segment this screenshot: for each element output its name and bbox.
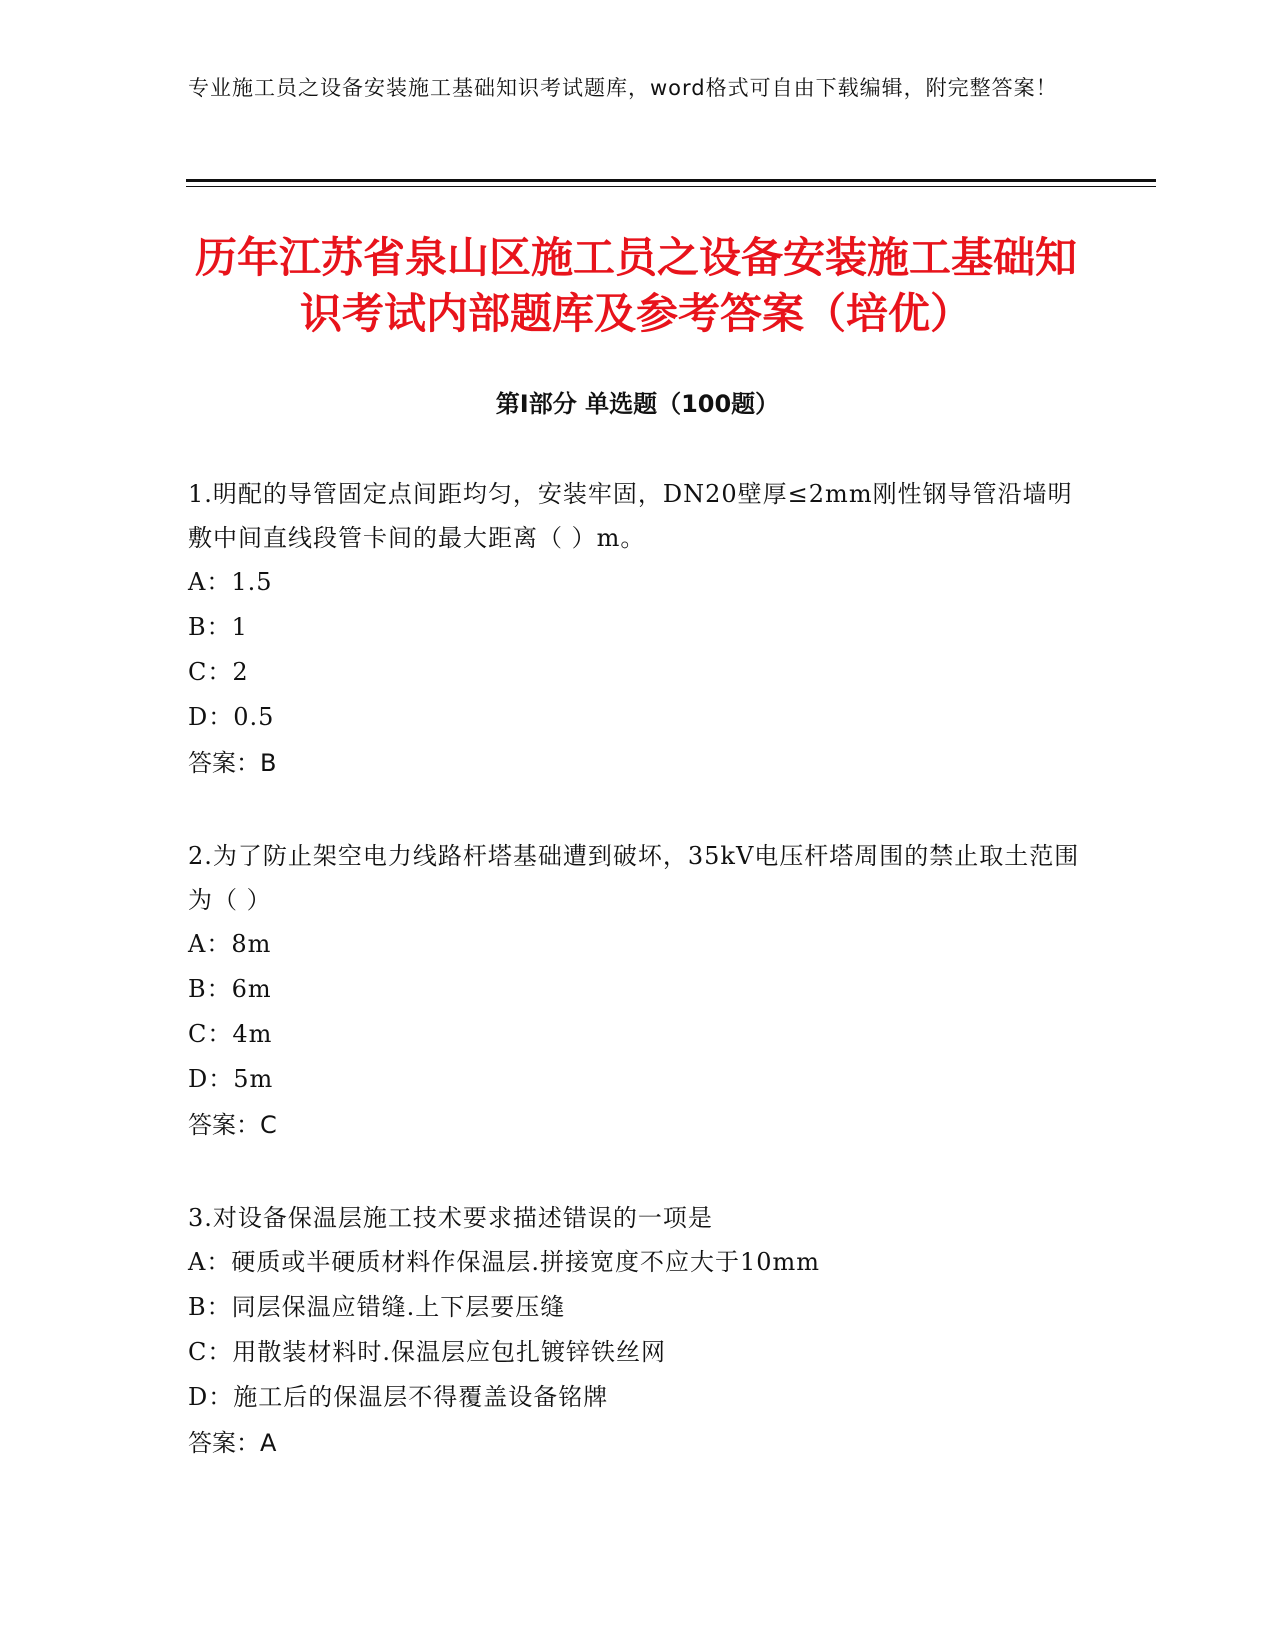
option-a: A：1.5: [188, 568, 273, 596]
option-d: D：5m: [188, 1065, 274, 1093]
answer-line: 答案：B: [188, 749, 277, 777]
option-b: B：1: [188, 613, 248, 641]
option-d: D：0.5: [188, 703, 275, 731]
option-a: A：硬质或半硬质材料作保温层.拼接宽度不应大于10mm: [188, 1248, 821, 1276]
section-title: 第Ⅰ部分 单选题（100题）: [495, 390, 780, 418]
option-b: B：同层保温应错缝.上下层要压缝: [188, 1293, 566, 1321]
option-d: D：施工后的保温层不得覆盖设备铭牌: [188, 1383, 609, 1411]
question-stem: 3.对设备保温层施工技术要求描述错误的一项是: [188, 1204, 713, 1232]
question-list: [188, 472, 1088, 1514]
header-note: 专业施工员之设备安装施工基础知识考试题库，word格式可自由下载编辑，附完整答案！: [188, 76, 1058, 100]
option-c: C：4m: [188, 1020, 273, 1048]
answer-line: 答案：A: [188, 1429, 277, 1457]
option-c: C：用散装材料时.保温层应包扎镀锌铁丝网: [188, 1338, 666, 1366]
option-b: B：6m: [188, 975, 272, 1003]
option-a: A：8m: [188, 930, 272, 958]
document-title: 历年江苏省泉山区施工员之设备安装施工基础知识考试内部题库及参考答案（培优）: [194, 233, 1077, 338]
question-3: [188, 1196, 1088, 1466]
question-1: [188, 472, 1088, 786]
question-stem: 1.明配的导管固定点间距均匀，安装牢固，DN20壁厚≤2mm刚性钢导管沿墙明敷中间直线段管卡间的最大距离（ ）m。: [188, 480, 1073, 552]
option-c: C：2: [188, 658, 249, 686]
question-2: [188, 834, 1088, 1148]
question-stem: 2.为了防止架空电力线路杆塔基础遭到破坏，35kV电压杆塔周围的禁止取土范围为（ ）: [188, 842, 1080, 914]
header-divider-thick: [186, 179, 1156, 182]
answer-line: 答案：C: [188, 1111, 277, 1139]
header-divider-thin: [186, 186, 1156, 187]
